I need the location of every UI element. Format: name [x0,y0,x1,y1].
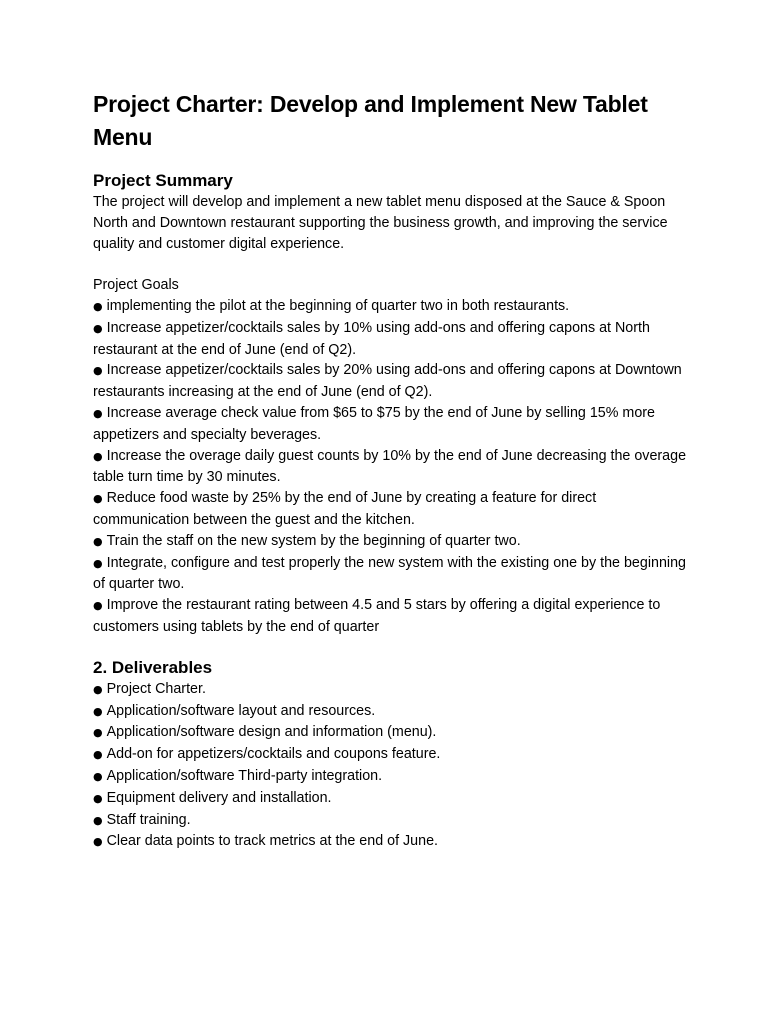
deliverable-item [93,744,693,766]
bullet-icon: ● [93,406,103,420]
deliverable-text: Add-on for appetizers/cocktails and coupons feature. [106,746,441,763]
goal-text: Train the staff on the new system by the beginning of quarter two. [106,532,521,549]
deliverable-text: Project Charter. [106,680,206,697]
goal-text: Reduce food waste by 25% by the end of June by creating a feature for direct communication between the guest and the kitchen. [93,490,597,528]
goal-text: Improve the restaurant rating between 4.5 and 5 stars by offering a digital experience to customers using tablets by the end of quarter [93,597,661,635]
deliverables-heading: 2. Deliverables [93,657,213,677]
bullet-icon: ● [93,813,103,827]
bullet-icon: ● [93,835,103,849]
bullet-icon: ● [93,704,103,718]
deliverable-item [93,679,693,701]
goal-item [93,531,693,553]
deliverables-list [93,679,693,853]
deliverable-item [93,831,693,853]
bullet-icon: ● [93,449,103,463]
goal-text: Increase average check value from $65 to $75 by the end of June by selling 15% more appetizers and specialty beverages. [93,404,655,443]
deliverable-item [93,810,693,832]
bullet-icon: ● [93,682,103,696]
deliverable-text: Equipment delivery and installation. [106,789,332,806]
project-goals-list [93,296,693,638]
goal-item [93,595,693,638]
document-title: Project Charter: Develop and Implement New Tablet Menu [93,91,648,150]
bullet-icon: ● [93,534,103,548]
deliverable-item [93,701,693,723]
deliverable-text: Application/software Third-party integration. [106,767,383,784]
goal-text: implementing the pilot at the beginning of quarter two in both restaurants. [106,297,570,314]
project-summary-heading: Project Summary [93,171,233,190]
bullet-icon: ● [93,791,103,805]
goal-item [93,403,693,446]
goal-item [93,446,693,489]
goal-text: Increase the overage daily guest counts by 10% by the end of June decreasing the overage table turn time by 30 minutes. [93,447,687,486]
deliverable-text: Application/software layout and resources. [106,702,376,719]
goal-text: Increase appetizer/cocktails sales by 10% using add-ons and offering capons at North restaurant at the end of June (end of Q2). [93,319,650,358]
goal-item [93,318,693,361]
deliverable-item [93,722,693,744]
goal-text: Integrate, configure and test properly the new system with the existing one by the beginning of quarter two. [93,554,686,593]
goal-item [93,296,693,318]
bullet-icon: ● [93,299,103,313]
goal-text: Increase appetizer/cocktails sales by 20% using add-ons and offering capons at Downtown restaurants increasing at the end of June (end of Q2). [93,362,682,401]
bullet-icon: ● [93,364,103,378]
goal-item [93,360,693,403]
deliverable-text: Application/software design and information (menu). [106,724,437,741]
bullet-icon: ● [93,599,103,613]
bullet-icon: ● [93,492,103,506]
bullet-icon: ● [93,556,103,570]
project-summary-text: The project will develop and implement a new tablet menu disposed at the Sauce & Spoon North and Downtown restaurant supporting the business growth, and improving the service quality and customer digital experience. [93,194,668,252]
bullet-icon: ● [93,769,103,783]
goal-item [93,553,693,596]
deliverable-text: Clear data points to track metrics at the end of June. [106,833,438,850]
goal-item [93,488,693,531]
project-goals-label: Project Goals [93,277,179,294]
bullet-icon: ● [93,726,103,740]
document-page [93,88,693,853]
deliverable-item [93,766,693,788]
bullet-icon: ● [93,748,103,762]
bullet-icon: ● [93,321,103,335]
deliverable-item [93,788,693,810]
deliverable-text: Staff training. [106,811,191,828]
